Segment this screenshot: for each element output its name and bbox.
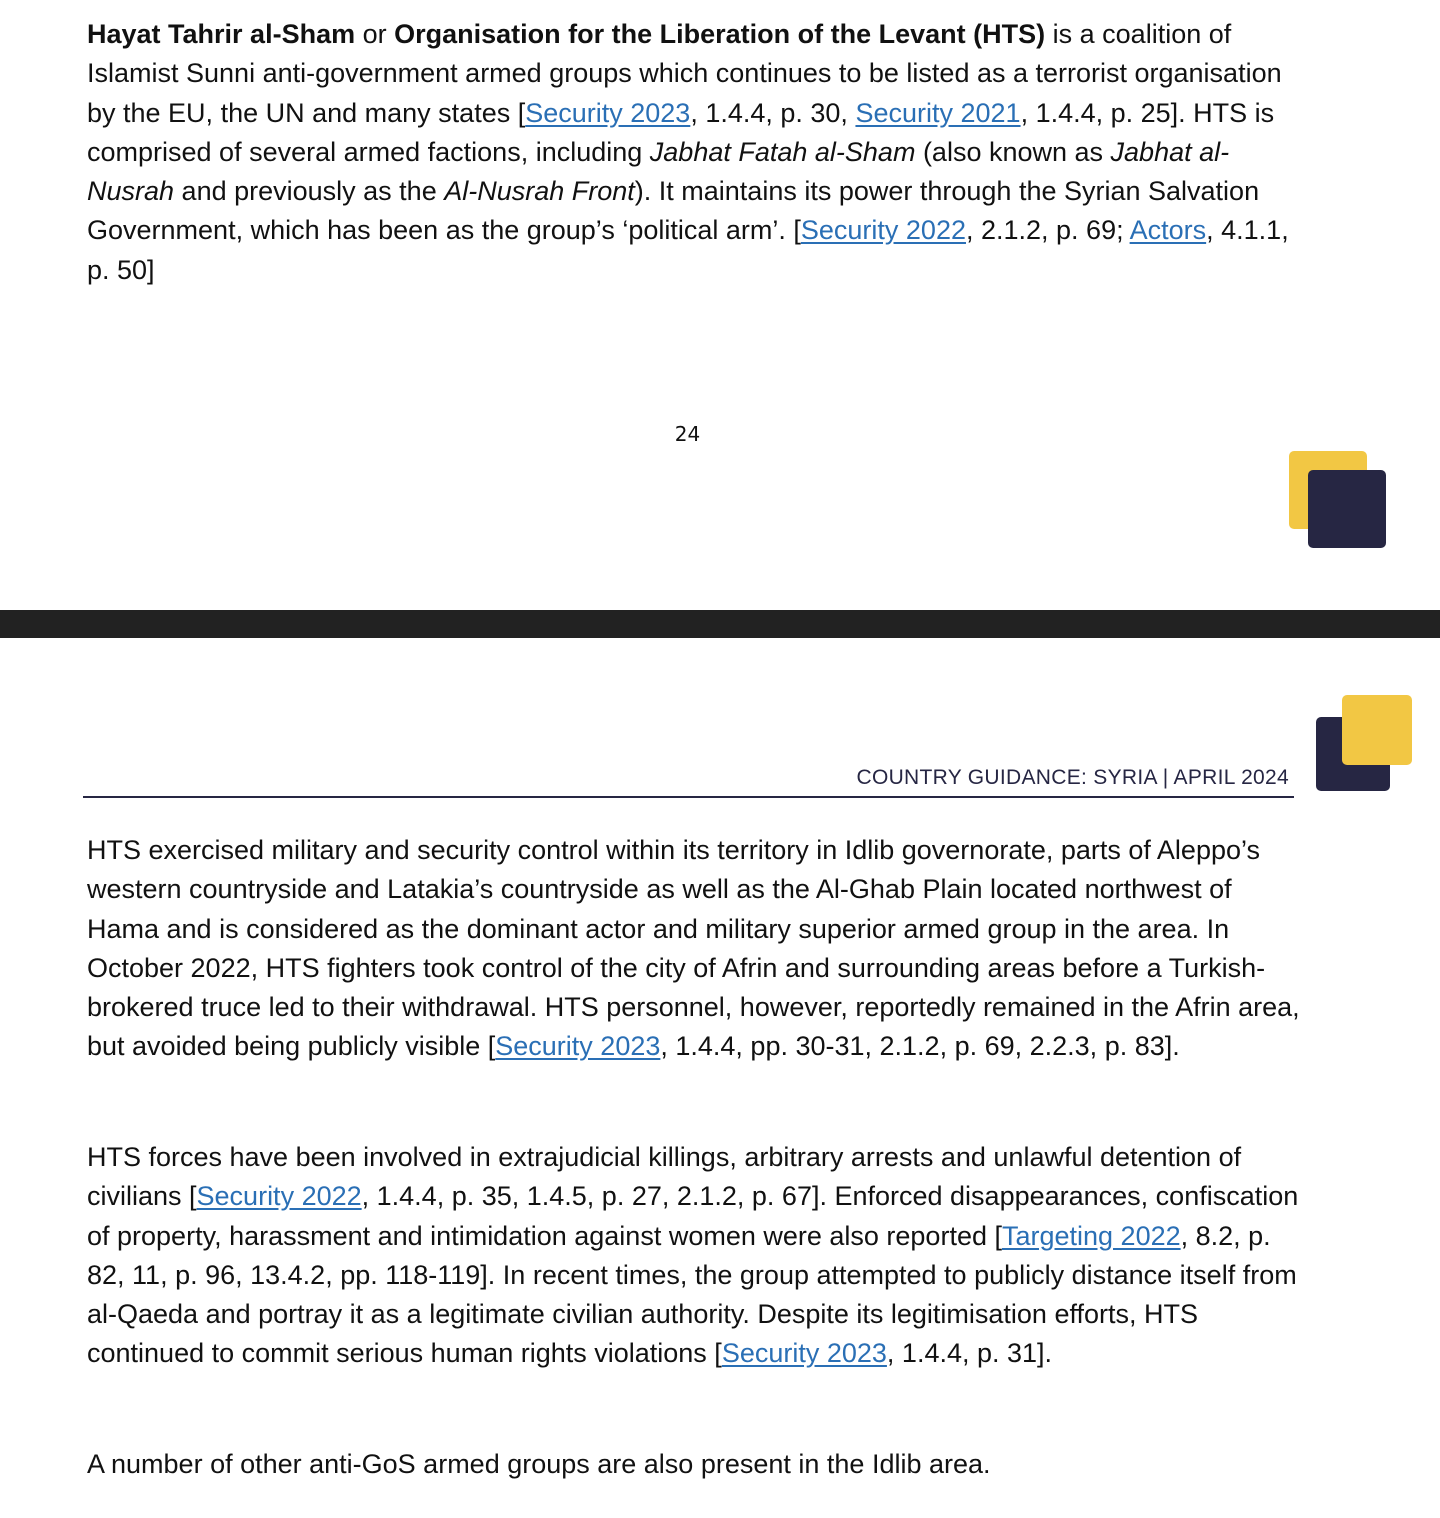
faction-name-italic: Jabhat al-Nusrah <box>87 136 1230 207</box>
other-groups-paragraph: A number of other anti-GoS armed groups are also present in the Idlib area. <box>87 1449 991 1479</box>
euaa-logo-icon <box>1316 695 1412 791</box>
page-number: 24 <box>674 422 701 446</box>
faction-name-italic: Al-Nusrah Front <box>444 176 635 207</box>
link-security-2022[interactable]: Security 2022 <box>800 215 966 246</box>
link-security-2023[interactable]: Security 2023 <box>721 1338 887 1369</box>
euaa-logo-icon <box>1289 451 1386 548</box>
hts-name-bold: Hayat Tahrir al-Sham <box>87 19 356 49</box>
link-targeting-2022[interactable]: Targeting 2022 <box>1001 1220 1181 1251</box>
faction-name-italic: Jabhat Fatah al-Sham <box>649 136 916 167</box>
hts-full-name-bold: Organisation for the Liberation of the Levant (HTS) <box>394 19 1046 49</box>
page-header-title: COUNTRY GUIDANCE: SYRIA | APRIL 2024 <box>856 766 1289 789</box>
link-security-2023[interactable]: Security 2023 <box>525 97 691 128</box>
link-security-2022[interactable]: Security 2022 <box>196 1181 362 1212</box>
logo-navy-block <box>1308 470 1386 548</box>
logo-yellow-block <box>1342 695 1412 765</box>
link-actors[interactable]: Actors <box>1129 215 1207 246</box>
hts-control-paragraph: HTS exercised military and security control within its territory in Idlib governorate, parts of Aleppo’s western countryside and Latakia’s countryside as well as the Al-Ghab Plain located northwest of Hama and is considered as the dominant actor and military superior armed group in the area. In October 2022, HTS fighters took control of the city of Afrin and surrounding areas before a Turkish-brokered truce led to their withdrawal. HTS personnel, however, reportedly remained in the Afrin area, but avoided being publicly visible [Security 2023, 1.4.4, pp. 30-31, 2.1.2, p. 69, 2.2.3, p. 83]. <box>87 835 1300 1062</box>
page-separator <box>0 610 1440 638</box>
hts-violations-paragraph: HTS forces have been involved in extrajudicial killings, arbitrary arrests and unlawful detention of civilians [Security 2022, 1.4.4, p. 35, 1.4.5, p. 27, 2.1.2, p. 67]. Enforced disappearances, confiscation of property, harassment and intimidation against women were also reported [Targeting 2022, 8.2, p. 82, 11, p. 96, 13.4.2, pp. 118-119]. In recent times, the group attempted to publicly distance itself from al-Qaeda and portray it as a legitimate civilian authority. Despite its legitimisation efforts, HTS continued to commit serious human rights violations [Security 2023, 1.4.4, p. 31]. <box>87 1142 1299 1369</box>
hts-intro-paragraph: Hayat Tahrir al-Sham or Organisation for the Liberation of the Levant (HTS) is a coalition of Islamist Sunni anti-government armed groups which continues to be listed as a terrorist organisation by the EU, the UN and many states [Security 2023, 1.4.4, p. 30, Security 2021, 1.4.4, p. 25]. HTS is comprised of several armed factions, including Jabhat Fatah al-Sham (also known as Jabhat al-Nusrah and previously as the Al-Nusrah Front). It maintains its power through the Syrian Salvation Government, which has been as the group’s ‘political arm’. [Security 2022, 2.1.2, p. 69; Actors, 4.1.1, p. 50] <box>87 19 1289 285</box>
link-security-2021[interactable]: Security 2021 <box>855 97 1021 128</box>
header-rule <box>83 796 1294 798</box>
link-security-2023[interactable]: Security 2023 <box>495 1031 661 1062</box>
